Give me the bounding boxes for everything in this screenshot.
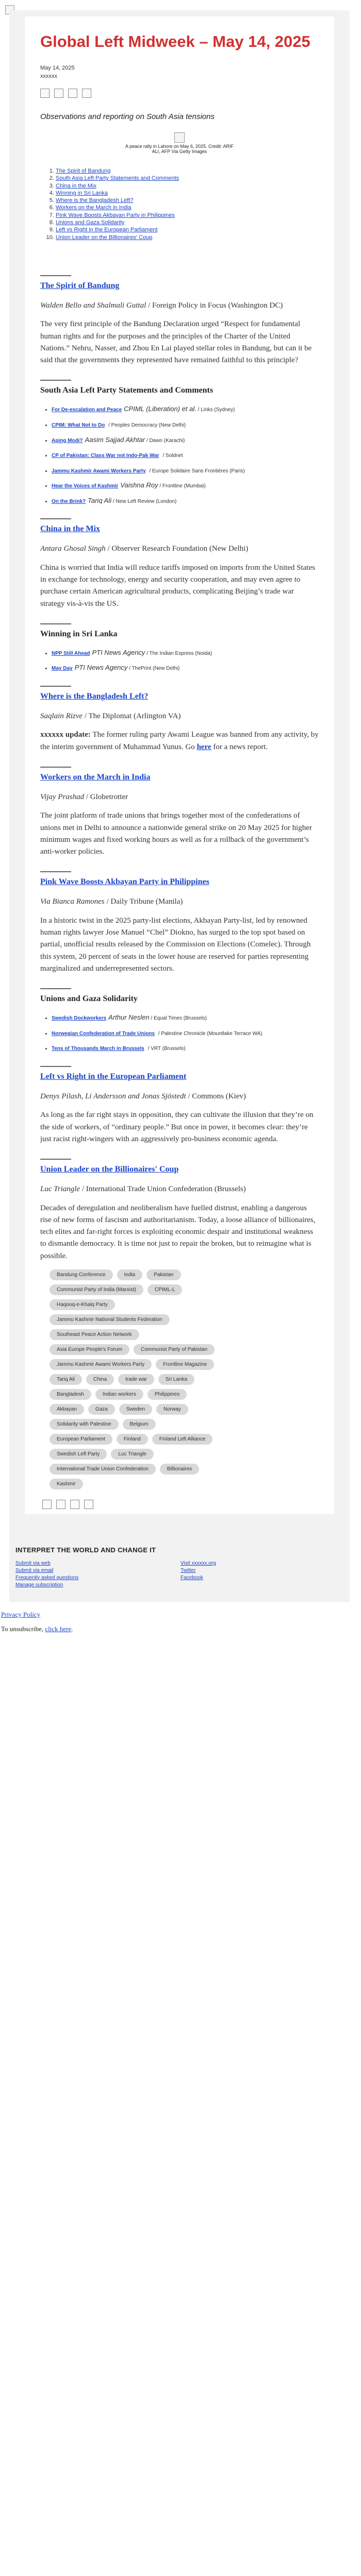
share-linkedin-icon[interactable] [70, 1500, 79, 1509]
tag-pill[interactable]: Swedish Left Party [50, 1449, 107, 1460]
byline-authors: Via Bianca Ramones [40, 897, 105, 906]
item-author: Tariq Ali [88, 496, 112, 504]
article-link[interactable]: May Day [52, 666, 73, 672]
footer-link-submit-web[interactable]: Submit via web [15, 1560, 51, 1566]
toc-item [56, 219, 319, 226]
footer-link-submit-email[interactable]: Submit via email [15, 1567, 54, 1573]
item-author: CPIML (Liberation) et al. [124, 405, 196, 413]
tag-pill[interactable]: Sweden [119, 1404, 152, 1415]
item-source: / ThePrint (New Delhi) [127, 666, 180, 672]
tag-pill[interactable]: Norway [156, 1404, 188, 1415]
newsletter-tagline: Observations and reporting on South Asia tensions [40, 112, 215, 121]
share-twitter-icon[interactable] [56, 1500, 65, 1509]
footer-columns [15, 1560, 350, 1589]
tag-pill[interactable]: Gaza [88, 1404, 115, 1415]
tag-pill[interactable]: Akbayan [50, 1404, 84, 1415]
byline-source: / International Trade Union Confederation (Brussels) [80, 1185, 246, 1193]
list-item [52, 496, 319, 505]
tag-pill[interactable]: Haqooq-e-Khalq Party [50, 1299, 115, 1310]
toc-item [56, 204, 319, 211]
tag-pill[interactable]: European Parliament [50, 1434, 112, 1445]
toc-item [56, 175, 319, 182]
footer-link-faq[interactable]: Frequently asked questions [15, 1574, 79, 1581]
tag-pill[interactable]: Billionaires [160, 1464, 199, 1475]
privacy-policy-link[interactable]: Privacy Policy [1, 1610, 41, 1618]
list-item [52, 1013, 319, 1022]
toc-item [56, 212, 319, 219]
article-link[interactable]: Jammu Kashmir Awami Workers Party [52, 468, 146, 474]
share-icons-bottom [40, 1500, 319, 1509]
section-divider [40, 380, 71, 381]
section-divider [40, 623, 71, 624]
tag-pill[interactable]: Frontline Magazine [156, 1359, 214, 1370]
section-divider [40, 767, 71, 768]
tag-pill[interactable]: Asia Europe People's Forum [50, 1344, 129, 1355]
section-heading-europe[interactable]: Left vs Right in the European Parliament [40, 1072, 187, 1081]
toc-item [56, 226, 319, 233]
section-heading-coup[interactable]: Union Leader on the Billionaires' Coup [40, 1165, 179, 1174]
toc-item [56, 167, 319, 175]
toc-item [56, 197, 319, 204]
article-link[interactable]: Hear the Voices of Kashmir [52, 483, 119, 489]
tag-pill[interactable]: Communist Party of India (Marxist) [50, 1284, 143, 1295]
tag-pill[interactable]: Kashmir [50, 1479, 83, 1489]
article-link[interactable]: CPIM: What Not to Do [52, 422, 105, 428]
article-link[interactable]: On the Brink? [52, 498, 86, 504]
byline-source: / Daily Tribune (Manila) [104, 897, 183, 906]
byline-authors: Denys Pilash, Li Andersson and Jonas Sjöstedt [40, 1092, 186, 1100]
tag-pill[interactable]: India [117, 1269, 143, 1280]
tag-pill[interactable]: China [86, 1374, 114, 1385]
tag-pill[interactable]: Belgium [123, 1419, 156, 1430]
article-body-china: China is worried that India will reduce tariffs imposed on imports from the United States in exchange for technology, energy and security cooperation, and may even agree to purchase certain American agricultural products, complicating Beijing’s trade war strategy vis-à-vis the US. [40, 563, 315, 608]
section-heading-bangladesh[interactable]: Where is the Bangladesh Left? [40, 691, 149, 701]
toc-item [56, 190, 319, 197]
tag-pill[interactable]: Bangladesh [50, 1389, 91, 1400]
table-of-contents [40, 167, 319, 241]
tag-pill[interactable]: Finland [117, 1434, 148, 1445]
byline-authors: Antara Ghosal Singh [40, 545, 106, 553]
article-body-india: The joint platform of trade unions that brings together most of the confederations of unions met in Delhi to announce a nationwide general strike on 20 May 2025 for higher minimum wages and fixed working hours as well as for a rollback of the government’s anti-worker policies. [40, 811, 312, 856]
share-twitter-icon[interactable] [54, 89, 63, 98]
article-body-philippines: In a historic twist in the 2025 party-list elections, Akbayan Party-list, led by renowned human rights lawyer Jose Manuel “Chel” Diokno, has surged to the top spot based on partial, unofficial results released by the Commission on Elections (Comelec). Through this system, 20 percent of seats in the lower house are reserved for parties representing marginalized and underrepresented sectors. [40, 916, 311, 973]
tag-pill[interactable]: Communist Party of Pakistan [134, 1344, 215, 1355]
post-footer [1, 1611, 361, 1633]
share-email-icon[interactable] [84, 1500, 93, 1509]
list-item [52, 648, 319, 657]
footer-link-twitter[interactable]: Twitter [180, 1567, 196, 1573]
toc-link-southasia[interactable]: South Asia Left Party Statements and Comments [56, 175, 179, 182]
tag-pill[interactable]: CPIML-L [147, 1284, 182, 1295]
update-text: The former ruling party Awami League was banned from any activity, by the interim government of Muhammad Yunus. Go [40, 731, 319, 751]
unsubscribe-text: To unsubscribe, [1, 1624, 45, 1633]
byline-authors: Vijay Prashad [40, 792, 85, 801]
section-divider [40, 1066, 71, 1067]
byline-authors: Saqlain Rizve [40, 711, 83, 720]
tag-pill[interactable]: Southeast Peace Action Network [50, 1329, 139, 1340]
item-source: / VRT (Brussels) [146, 1046, 186, 1052]
item-author: Vaishna Roy [120, 481, 158, 489]
article-body-bandung: The very first principle of the Bandung Declaration urged “Respect for fundamental human rights and for the purposes and the principles of the Charter of the United Nations.” Nehru, Nasser, and Zhou En Lai played stellar roles in Bandung, but can it be said that the governments they represented have remained faithful to this principle? [40, 320, 312, 365]
hero-caption-line-1: A peace rally in Lahore on May 6, 2025. Credit: ARIF [125, 143, 234, 149]
section-divider [40, 1159, 71, 1160]
footer-title: INTERPRET THE WORLD AND CHANGE IT [15, 1546, 156, 1554]
byline-source: / Observer Research Foundation (New Delhi) [105, 545, 249, 553]
byline-source: / The Diplomat (Arlington VA) [83, 711, 181, 720]
list-item [52, 663, 319, 672]
item-source: / Palestine Chronicle (Mountlake Terrace WA) [157, 1030, 262, 1037]
section-divider [40, 871, 71, 872]
section-heading-china[interactable]: China in the Mix [40, 524, 101, 534]
toc-link-philippines[interactable]: Pink Wave Boosts Akbayan Party in Philippines [56, 212, 175, 218]
section-heading-srilanka: Winning in Sri Lanka [40, 629, 118, 638]
byline-source: / Foreign Policy in Focus (Washington DC) [146, 301, 283, 310]
unsubscribe-end: . [71, 1624, 73, 1633]
article-link[interactable]: Aping Modi? [52, 437, 83, 444]
toc-item [56, 182, 319, 190]
newsletter-title: Global Left Midweek – May 14, 2025 [40, 32, 310, 50]
item-author: Aasim Sajjad Akhtar [85, 435, 145, 444]
byline-bangladesh [40, 710, 319, 722]
list-item [52, 420, 319, 429]
article-body-europe: As long as the far right stays in opposition, they can cultivate the illusion that they’re on the side of workers, of “ordinary people.” But once in power, it becomes clear: they’re just racist right-wingers with an aggressively pro-business economic agenda. [40, 1111, 314, 1143]
article-body-bangladesh [40, 729, 319, 753]
footer-link-manage-subscription[interactable]: Manage subscription [15, 1582, 63, 1588]
newsletter-date: May 14, 2025 [40, 65, 75, 72]
link-list-gaza [40, 1013, 319, 1053]
section-heading-bandung[interactable]: The Spirit of Bandung [40, 281, 120, 290]
article-link[interactable]: Swedish Dockworkers [52, 1015, 107, 1022]
item-author: PTI News Agency [74, 664, 128, 672]
hero-caption-line-2: ALI, AFP Via Getty Images [152, 148, 207, 154]
toc-link-coup[interactable]: Union Leader on the Billionaires' Coup [56, 234, 153, 241]
hero-image-placeholder [174, 132, 185, 143]
tag-pill[interactable]: Pakistan [146, 1269, 180, 1280]
footer-left-column [15, 1560, 180, 1589]
toc-link-europe[interactable]: Left vs Right in the European Parliament [56, 227, 158, 233]
tag-list [40, 1269, 220, 1489]
footer-link-facebook[interactable]: Facebook [180, 1574, 203, 1581]
list-item [52, 1043, 319, 1053]
tag-pill[interactable]: Solidarity with Palestine [50, 1419, 119, 1430]
list-item [52, 1028, 319, 1038]
item-source: / Dawn (Karachi) [145, 437, 185, 444]
section-divider [40, 686, 71, 687]
list-item [52, 466, 319, 475]
toc-link-bangladesh[interactable]: Where is the Bangladesh Left? [56, 197, 134, 204]
share-linkedin-icon[interactable] [68, 89, 77, 98]
item-source: / Links (Sydney) [196, 407, 235, 413]
item-source: / Frontline (Mumbai) [158, 483, 206, 489]
toc-item [56, 234, 319, 241]
toc-link-bandung[interactable]: The Spirit of Bandung [56, 167, 111, 174]
tag-pill[interactable]: Jammu Kashmir Awami Workers Party [50, 1359, 152, 1370]
update-label: xxxxxx update: [40, 731, 91, 739]
toc-link-india[interactable]: Workers on the March in India [56, 205, 132, 211]
tag-pill[interactable]: Tariq Ali [50, 1374, 82, 1385]
tag-pill[interactable]: Indian workers [95, 1389, 143, 1400]
byline-europe [40, 1091, 319, 1103]
unsubscribe-line [1, 1625, 361, 1633]
share-icons-top [40, 89, 319, 98]
toc-link-srilanka[interactable]: Winning in Sri Lanka [56, 190, 108, 196]
list-item [52, 435, 319, 445]
list-item [52, 481, 319, 490]
link-list-southasia [40, 404, 319, 505]
list-item [52, 404, 319, 414]
item-author: PTI News Agency [92, 648, 145, 656]
item-source: / Europe Solidaire Sans Frontières (Paris) [147, 468, 245, 474]
tag-pill[interactable]: International Trade Union Confederation [50, 1464, 156, 1475]
tag-pill[interactable]: Luc Triangle [111, 1449, 153, 1460]
byline-india [40, 791, 319, 803]
section-heading-gaza: Unions and Gaza Solidarity [40, 994, 138, 1004]
newsletter-meta [40, 64, 319, 80]
item-source: / The Indian Express (Noida) [145, 650, 212, 656]
update-text-end: for a news report. [211, 742, 268, 751]
email-wrapper [9, 10, 350, 1602]
hero-figure [40, 132, 319, 154]
article-link[interactable]: Tens of Thousands March in Brussels [52, 1046, 144, 1052]
article-body-coup: Decades of deregulation and neoliberalism have fuelled distrust, enabling a dangerous rise of new forms of fascism and authoritarianism. Today, a loose alliance of billionaires, tech elites and far-right forces is exploiting economic despair and institutional weakness to dismantle democracy. It is time not just to repair the broken, but to reimagine what is possible. [40, 1204, 316, 1260]
tag-pill[interactable]: trade war [118, 1374, 154, 1385]
footer [9, 1528, 350, 1602]
byline-coup [40, 1183, 319, 1195]
byline-source: / Globetrotter [84, 792, 128, 801]
tag-pill[interactable]: Bandung Conference [50, 1269, 113, 1280]
tag-pill[interactable]: Jammu Kashmir National Students Federation [50, 1314, 170, 1325]
article-link[interactable]: Norwegian Confederation of Trade Unions [52, 1030, 155, 1037]
section-divider [40, 518, 71, 519]
section-heading-philippines[interactable]: Pink Wave Boosts Akbayan Party in Philippines [40, 877, 209, 887]
article-link[interactable]: NPP Still Ahead [52, 650, 90, 656]
section-divider [40, 988, 71, 989]
item-source: / New Left Review (London) [111, 498, 177, 504]
section-heading-india[interactable]: Workers on the March in India [40, 772, 151, 782]
byline-authors: Walden Bello and Shalmali Guttal [40, 301, 146, 310]
toc-link-gaza[interactable]: Unions and Gaza Solidarity [56, 219, 125, 226]
byline-philippines [40, 896, 319, 908]
section-divider [40, 275, 71, 276]
tag-pill[interactable]: Philippines [147, 1389, 187, 1400]
byline-china [40, 543, 319, 555]
footer-link-visit-site[interactable]: Visit xxxxxx.org [180, 1560, 216, 1566]
share-facebook-icon[interactable] [40, 89, 50, 98]
article-link[interactable]: CP of Pakistan: Class War not Indo-Pak War [52, 453, 159, 459]
newsletter-card [25, 16, 334, 1514]
list-item [52, 450, 319, 460]
link-list-srilanka [40, 648, 319, 672]
toc-link-china[interactable]: China in the Mix [56, 182, 96, 189]
section-heading-southasia: South Asia Left Party Statements and Comments [40, 386, 214, 395]
share-facebook-icon[interactable] [42, 1500, 52, 1509]
byline-bandung [40, 300, 319, 312]
byline-source: / Commons (Kiev) [186, 1092, 246, 1100]
item-source: / Peoples Democracy (New Delhi) [107, 422, 186, 428]
news-report-link[interactable]: here [196, 742, 211, 751]
tag-pill[interactable]: Finland Left Alliance [152, 1434, 213, 1445]
item-source: / Soldnet [161, 453, 183, 459]
newsletter-code: xxxxxx [40, 73, 57, 79]
byline-authors: Luc Triangle [40, 1185, 80, 1193]
footer-right-column [180, 1560, 346, 1589]
share-email-icon[interactable] [82, 89, 91, 98]
tag-pill[interactable]: Sri Lanka [158, 1374, 194, 1385]
item-source: / Equal Times (Brussels) [149, 1015, 207, 1022]
unsubscribe-link[interactable]: click here [45, 1624, 72, 1633]
item-author: Arthur Neslen [108, 1013, 150, 1022]
article-link[interactable]: For De-escalation and Peace [52, 407, 122, 413]
